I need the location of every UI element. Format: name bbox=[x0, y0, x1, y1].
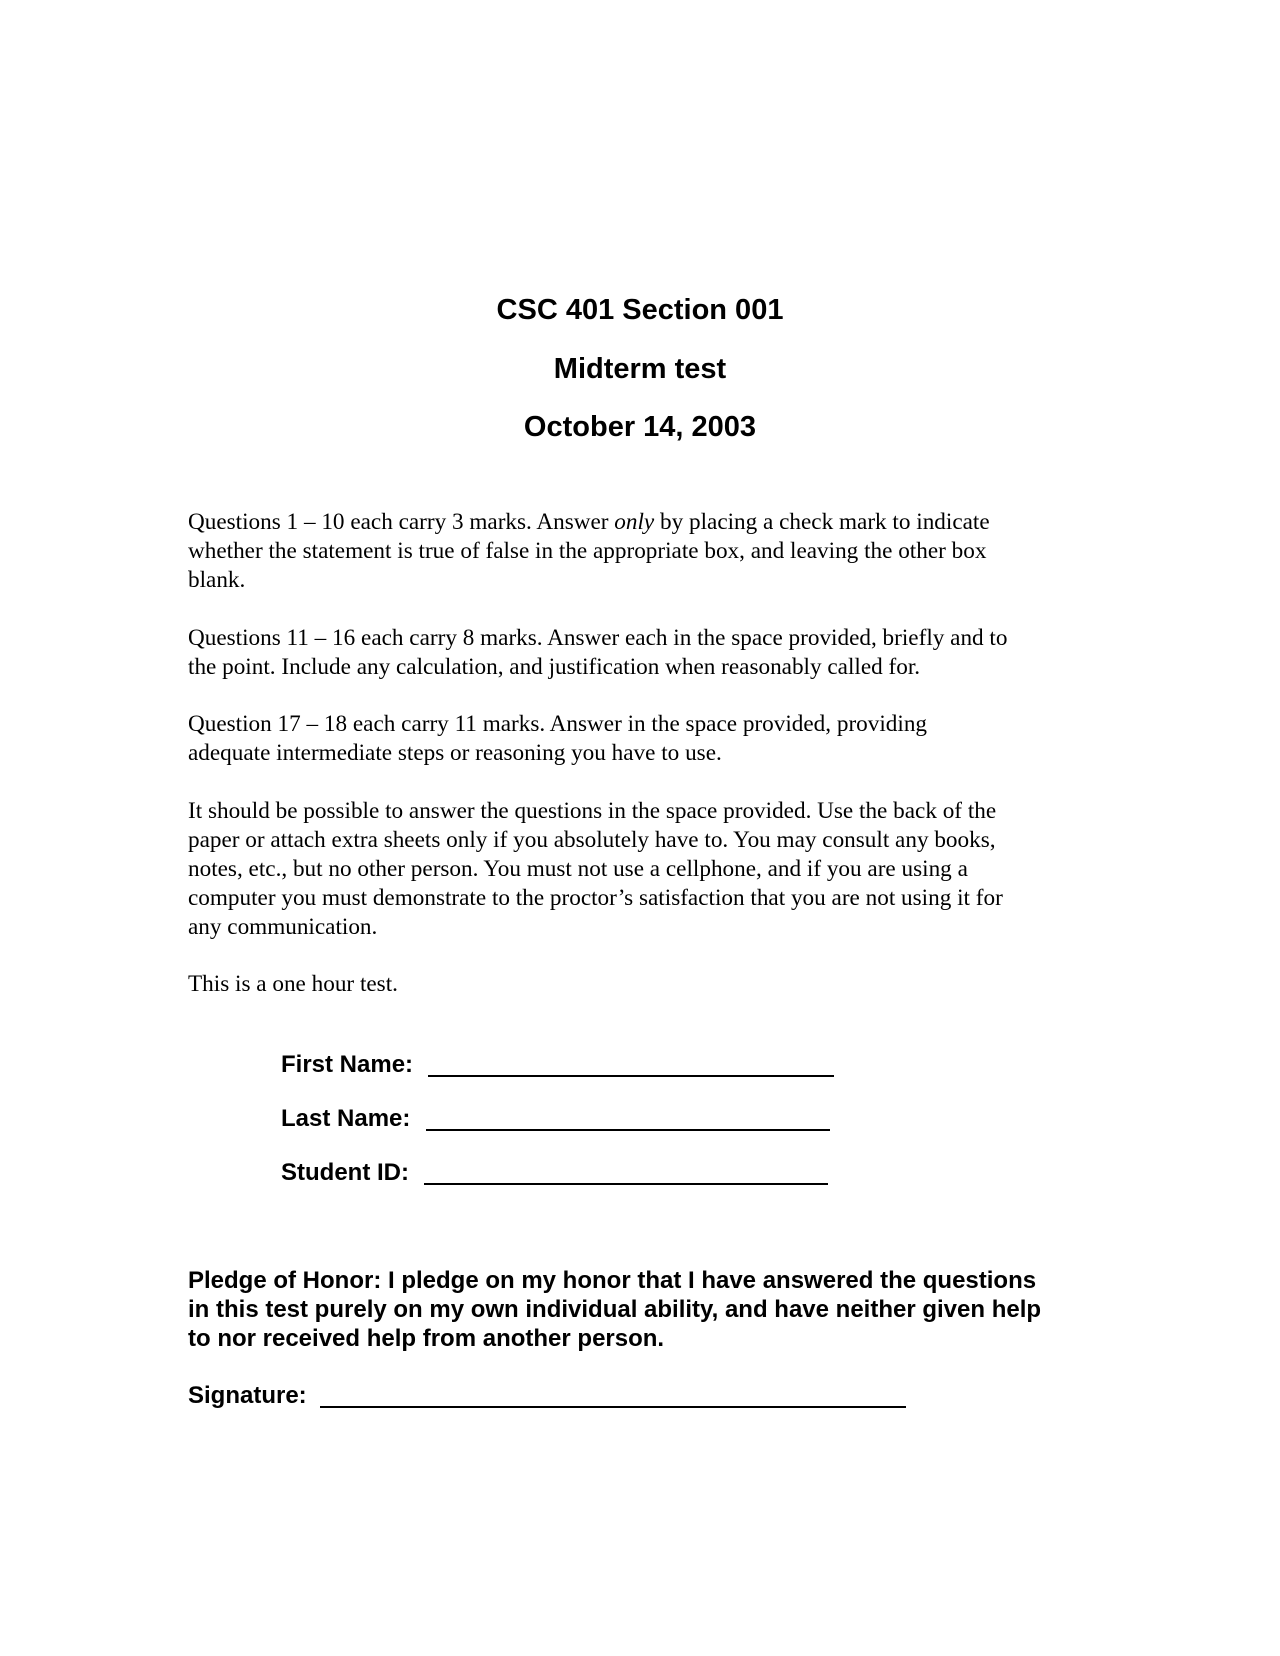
instruction-line: It should be possible to answer the questions in the space provided. Use the back of the bbox=[188, 798, 997, 824]
instruction-line: adequate intermediate steps or reasoning you have to use. bbox=[188, 740, 722, 766]
instruction-line: Questions 11 – 16 each carry 8 marks. Answer each in the space provided, briefly and to bbox=[188, 625, 1008, 651]
first-name-label: First Name: bbox=[281, 1051, 414, 1078]
pledge-line: to nor received help from another person. bbox=[188, 1325, 665, 1352]
instruction-line bbox=[188, 508, 1088, 537]
instruction-line: any communication. bbox=[188, 914, 378, 940]
instructions-short-answer bbox=[188, 624, 1088, 682]
instruction-line: computer you must demonstrate to the proctor’s satisfaction that you are not using it for bbox=[188, 885, 1003, 911]
instructions-rules bbox=[188, 797, 1088, 942]
test-date: October 14, 2003 bbox=[523, 411, 757, 443]
instruction-line: the point. Include any calculation, and justification when reasonably called for. bbox=[188, 654, 921, 680]
instruction-text: by placing a check mark to indicate bbox=[654, 509, 990, 535]
instructions-true-false bbox=[188, 508, 1088, 595]
instruction-line: Question 17 – 18 each carry 11 marks. Answer in the space provided, providing bbox=[188, 711, 928, 737]
instruction-line: blank. bbox=[188, 567, 246, 593]
last-name-label: Last Name: bbox=[281, 1105, 411, 1132]
pledge-line: in this test purely on my own individual ability, and have neither given help bbox=[188, 1296, 1042, 1323]
course-title: CSC 401 Section 001 bbox=[496, 294, 784, 326]
pledge-line: Pledge of Honor: I pledge on my honor that I have answered the questions bbox=[188, 1267, 1037, 1294]
student-id-label: Student ID: bbox=[281, 1159, 409, 1186]
signature-field[interactable] bbox=[320, 1406, 906, 1408]
instruction-text: Questions 1 – 10 each carry 3 marks. Answer bbox=[188, 509, 615, 535]
test-title: Midterm test bbox=[553, 353, 727, 385]
pledge-of-honor bbox=[188, 1266, 1088, 1353]
instruction-line: paper or attach extra sheets only if you absolutely have to. You may consult any books, bbox=[188, 827, 996, 853]
instructions-long-answer bbox=[188, 710, 1088, 768]
first-name-field[interactable] bbox=[428, 1075, 834, 1077]
emphasis-only: only bbox=[614, 509, 655, 535]
instruction-line: notes, etc., but no other person. You must not use a cellphone, and if you are using a bbox=[188, 856, 968, 882]
signature-label: Signature: bbox=[188, 1382, 307, 1409]
instruction-line: whether the statement is true of false in the appropriate box, and leaving the other box bbox=[188, 538, 987, 564]
last-name-field[interactable] bbox=[426, 1129, 830, 1131]
instructions-duration: This is a one hour test. bbox=[188, 971, 398, 997]
student-id-field[interactable] bbox=[424, 1183, 828, 1185]
